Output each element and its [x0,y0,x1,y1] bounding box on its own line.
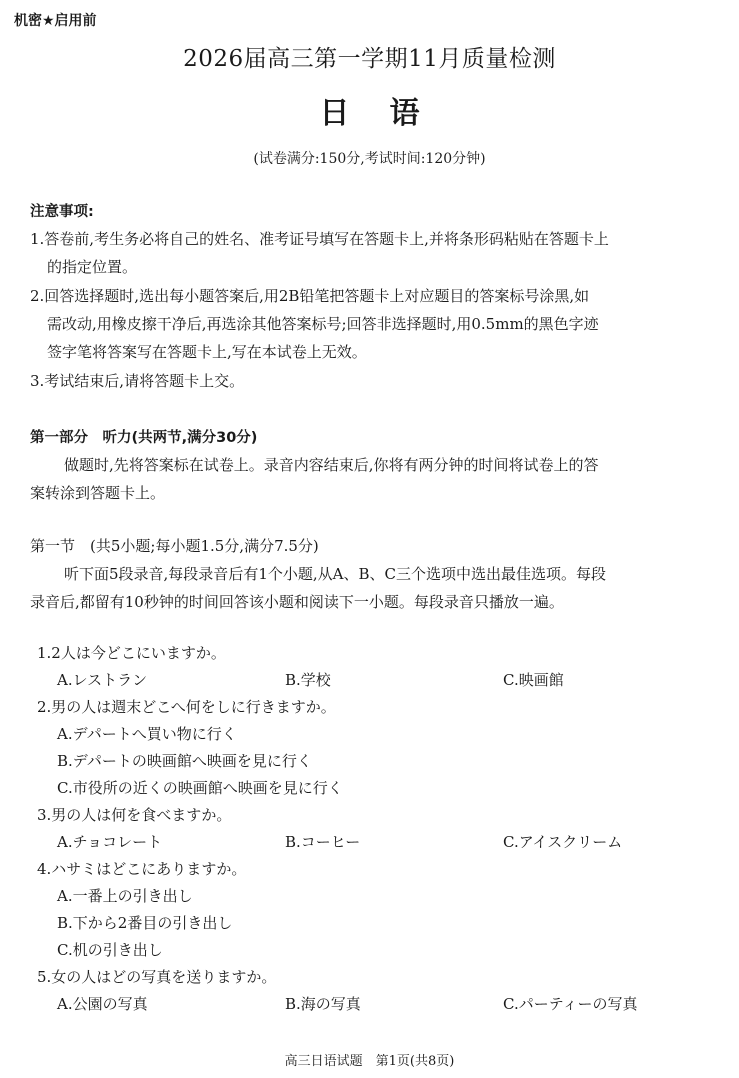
question-stem: 5.女の人はどの写真を送りますか。 [37,968,277,986]
question-stem: 3.男の人は何を食べますか。 [37,806,232,824]
option-b: B.下から2番目の引き出し [57,914,233,932]
option-c: C.アイスクリーム [503,833,623,851]
notice-line: 需改动,用橡皮擦干净后,再选涂其他答案标号;回答非选择题时,用0.5mm的黑色字迹 [47,315,599,333]
option-a: A.レストラン [57,671,148,689]
notice-line: 1.答卷前,考生务必将自己的姓名、准考证号填写在答题卡上,并将条形码粘贴在答题卡上 [30,230,609,248]
subject-title: 日语 [319,96,460,131]
option-b: B.コーヒー [285,833,361,851]
option-a: A.デパートへ買い物に行く [57,725,237,743]
section1-intro-line: 听下面5段录音,每段录音后有1个小题,从A、B、C三个选项中选出最佳选项。每段 [64,565,606,583]
option-a: A.一番上の引き出し [57,887,193,905]
notice-heading: 注意事项: [30,204,94,220]
section1-heading: 第一节 (共5小题;每小题1.5分,满分7.5分) [30,537,319,555]
notice-line: 的指定位置。 [47,258,138,276]
score-time-info: (试卷满分:150分,考试时间:120分钟) [253,151,486,167]
confidential-label: 机密★启用前 [14,13,97,29]
notice-line: 签字笔将答案写在答题卡上,写在本试卷上无效。 [47,343,367,361]
option-c: C.机の引き出し [57,941,163,959]
question-stem: 4.ハサミはどこにありますか。 [37,860,247,878]
option-a: A.公園の写真 [57,995,148,1013]
notice-line: 2.回答选择题时,选出每小题答案后,用2B铅笔把答题卡上对应题目的答案标号涂黑,如 [30,287,590,305]
part1-heading: 第一部分 听力(共两节,满分30分) [30,430,258,446]
option-c: C.市役所の近くの映画館へ映画を見に行く [57,779,343,797]
option-c: C.映画館 [503,671,564,689]
exam-title: 2026届高三第一学期11月质量检测 [183,46,556,72]
option-a: A.チョコレート [57,833,163,851]
part1-intro-line: 案转涂到答题卡上。 [30,484,166,502]
option-b: B.学校 [285,671,331,689]
question-stem: 2.男の人は週末どこへ何をしに行きますか。 [37,698,336,716]
option-c: C.パーティーの写真 [503,995,638,1013]
part1-intro-line: 做题时,先将答案标在试卷上。录音内容结束后,你将有两分钟的时间将试卷上的答 [64,456,599,474]
question-stem: 1.2人は今どこにいますか。 [37,644,226,662]
notice-line: 3.考试结束后,请将答题卡上交。 [30,372,245,390]
option-b: B.デパートの映画館へ映画を見に行く [57,752,312,770]
option-b: B.海の写真 [285,995,361,1013]
section1-intro-line: 录音后,都留有10秒钟的时间回答该小题和阅读下一小题。每段录音只播放一遍。 [30,593,564,611]
page-footer: 高三日语试题 第1页(共8页) [284,1054,455,1069]
